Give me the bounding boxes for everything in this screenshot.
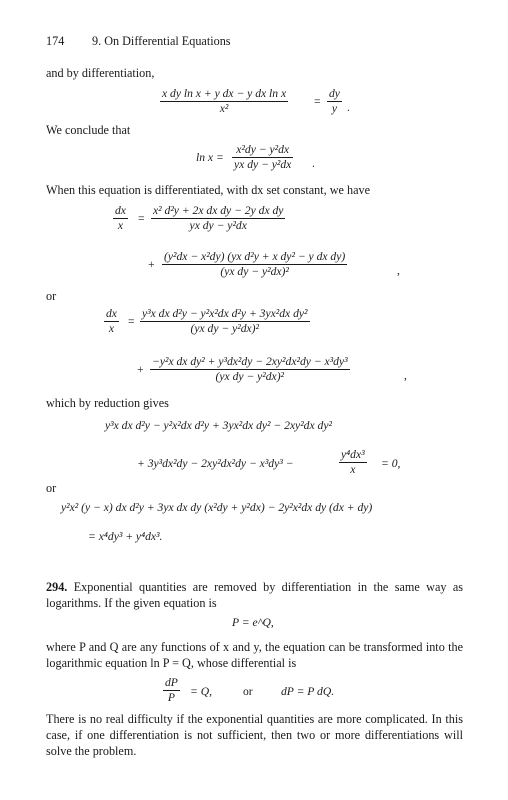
eq4-term1-numerator: y³x dx d²y − y²x²dx d²y + 3yx²dx dy² — [142, 307, 308, 320]
section-number: 294. — [46, 580, 68, 594]
eq2-lhs: ln x = — [196, 151, 224, 164]
running-head: 9. On Differential Equations — [92, 34, 231, 48]
eq4-term1-denominator: (yx dy − y²dx)² — [190, 322, 259, 335]
eq4-term2-numerator: −y²x dx dy² + y³dx²dy − 2xy²dx²dy − x³dy³ — [152, 355, 348, 368]
eq5-denominator: x — [350, 463, 356, 476]
eq5-numerator: y⁴dx³ — [341, 448, 365, 461]
eq5-line2a: + 3y³dx²dy − 2xy²dx²dy − x³dy³ − — [137, 457, 294, 470]
eq5-line1: y³x dx d²y − y²x²dx d²y + 3yx²dx dy² − 2xy²dx dy² — [105, 419, 332, 432]
paragraph-when: When this equation is differentiated, with dx set constant, we have — [46, 183, 371, 197]
eq3-plus: + — [148, 258, 155, 271]
eq8-fraction — [163, 676, 180, 705]
eq4-term2-denominator: (yx dy − y²dx)² — [215, 370, 285, 383]
eq1-rhs-fraction — [327, 87, 342, 116]
eq1-rhs-denominator: y — [331, 102, 338, 115]
eq8-denominator: P — [167, 691, 175, 704]
eq3-term2-numerator: (y²dx − x²dy) (yx d²y + x dy² − y dx dy) — [164, 250, 346, 263]
eq4-lhs-fraction — [104, 307, 119, 336]
page-number: 174 — [46, 34, 65, 48]
eq3-term2-fraction — [162, 250, 347, 279]
section-294-paragraph — [46, 579, 463, 611]
connector-or-2: or — [46, 481, 57, 495]
eq4-equals: = — [128, 315, 135, 328]
eq1-numerator: x dy ln x + y dx − y dx ln x — [162, 87, 287, 100]
paragraph-intro: and by differentiation, — [46, 66, 155, 80]
eq2-period: . — [312, 157, 315, 170]
eq2-numerator: x²dy − y²dx — [232, 143, 293, 158]
eq3-lhs-numerator: dx — [115, 204, 126, 217]
eq3-comma: , — [397, 264, 400, 277]
eq8-right: dP = P dQ. — [281, 685, 335, 698]
eq4-lhs-numerator: dx — [106, 307, 117, 320]
eq3-lhs-fraction — [113, 204, 128, 233]
eq1-period: . — [347, 101, 350, 114]
eq4-lhs-denominator: x — [108, 322, 115, 335]
paragraph-reduction: which by reduction gives — [46, 396, 169, 410]
eq1-rhs-numerator: dy — [329, 87, 340, 100]
eq3-lhs-denominator: x — [117, 219, 124, 232]
eq3-term1-numerator: x² d²y + 2x dx dy − 2y dx dy — [153, 204, 284, 217]
eq4-plus: + — [137, 363, 144, 376]
paragraph-closing: There is no real difficulty if the exponential quantities are more complicated. In this case, if one differentiation is not sufficient, then two or more differentiations will solve the problem. — [46, 712, 463, 758]
connector-or-1: or — [46, 289, 57, 303]
eq4-term2-fraction — [150, 355, 350, 384]
eq3-term2-denominator: (yx dy − y²dx)² — [220, 265, 289, 278]
eq1-lhs-fraction — [160, 87, 288, 116]
eq1-denominator: x² — [219, 102, 229, 115]
section-text: Exponential quantities are removed by differentiation in the same way as logarithms. If the given equation is — [46, 580, 464, 610]
eq8-or: or — [243, 685, 253, 698]
eq8-middle: = Q, — [190, 685, 212, 698]
eq4-term1-fraction — [140, 307, 310, 336]
eq3-term1-fraction — [151, 204, 285, 233]
eq6-line2: = x⁴dy³ + y⁴dx³. — [88, 530, 163, 543]
eq3-term1-denominator: yx dy − y²dx — [189, 219, 247, 232]
eq3-equals: = — [138, 212, 145, 225]
paragraph-conclude: We conclude that — [46, 123, 131, 137]
eq6-line1: y²x² (y − x) dx d²y + 3yx dx dy (x²dy + y²dx) − 2y²x²dx dy (dx + dy) — [61, 501, 373, 514]
eq5-fraction — [339, 448, 367, 477]
paragraph-where: where P and Q are any functions of x and y, the equation can be transformed into the logarithmic equation ln P = Q, whose differential is — [46, 640, 463, 670]
eq1-equals: = — [314, 95, 321, 108]
eq2-fraction — [232, 143, 293, 172]
eq5-line2b: = 0, — [381, 457, 401, 470]
eq4-comma: , — [404, 369, 407, 382]
eq7: P = e^Q, — [232, 616, 274, 629]
eq8-numerator: dP — [165, 676, 178, 689]
eq2-denominator: yx dy − y²dx — [234, 158, 292, 171]
